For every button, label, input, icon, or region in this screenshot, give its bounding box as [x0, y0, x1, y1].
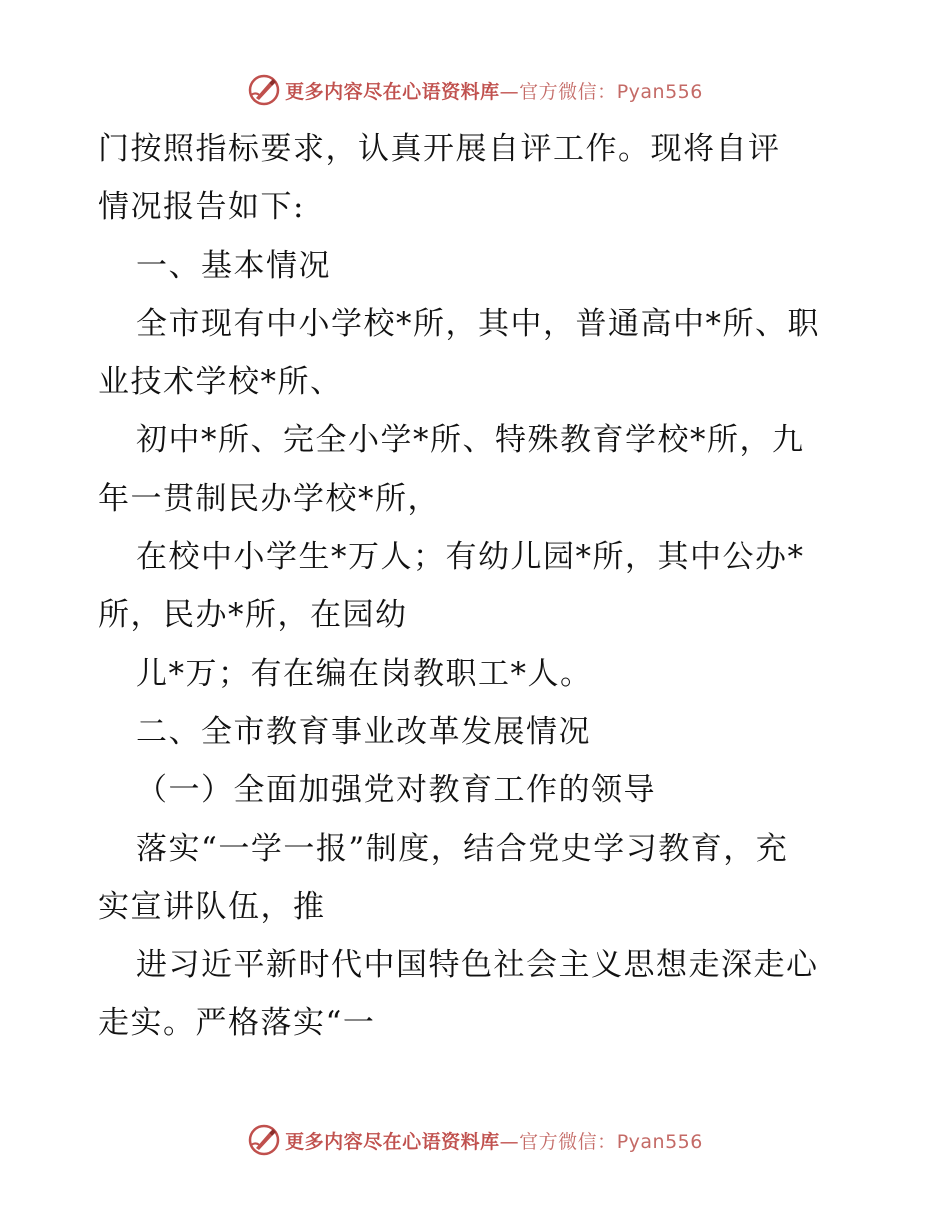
- footer-banner: [0, 1120, 950, 1160]
- banner-official: 官方微信：: [519, 1130, 617, 1153]
- banner-wechat-id: Pyan556: [616, 1130, 703, 1153]
- body-line: 落实“一学一报”制度，结合党史学习教育，充: [136, 830, 789, 867]
- section-heading: 一、基本情况: [136, 247, 331, 284]
- banner-dash: —: [499, 1130, 520, 1153]
- banner-dash: —: [499, 80, 520, 103]
- body-line: 年一贯制民办学校*所，: [98, 480, 440, 517]
- body-line: 情况报告如下:: [98, 189, 305, 226]
- body-line: 在校中小学生*万人；有幼儿园*所，其中公办*: [136, 539, 805, 576]
- body-line: 所，民办*所，在园幼: [98, 597, 408, 634]
- section-heading: 二、全市教育事业改革发展情况: [136, 713, 591, 750]
- body-line: 业技术学校*所、: [98, 364, 343, 401]
- body-line: 儿*万；有在编在岗教职工*人。: [136, 655, 593, 692]
- body-line: 进习近平新时代中国特色社会主义思想走深走心: [136, 947, 819, 984]
- pen-logo-icon: [247, 1123, 281, 1157]
- body-line: 初中*所、完全小学*所、特殊教育学校*所，九: [136, 422, 805, 459]
- body-line: 走实。严格落实“一: [98, 1005, 376, 1042]
- banner-text: [285, 77, 703, 104]
- banner-official: 官方微信：: [519, 80, 617, 103]
- document-body: [98, 120, 858, 1053]
- body-line: 门按照指标要求，认真开展自评工作。现将自评: [98, 131, 781, 167]
- banner-text: [285, 1127, 703, 1154]
- body-line: 全市现有中小学校*所，其中，普通高中*所、职: [136, 305, 820, 342]
- banner-title: 更多内容尽在心语资料库: [285, 1130, 500, 1153]
- banner-title: 更多内容尽在心语资料库: [285, 80, 500, 103]
- subsection-heading: （一）全面加强党对教育工作的领导: [136, 772, 656, 809]
- header-banner: [0, 70, 950, 110]
- pen-logo-icon: [247, 73, 281, 107]
- body-line: 实宣讲队伍，推: [98, 888, 326, 925]
- banner-wechat-id: Pyan556: [616, 80, 703, 103]
